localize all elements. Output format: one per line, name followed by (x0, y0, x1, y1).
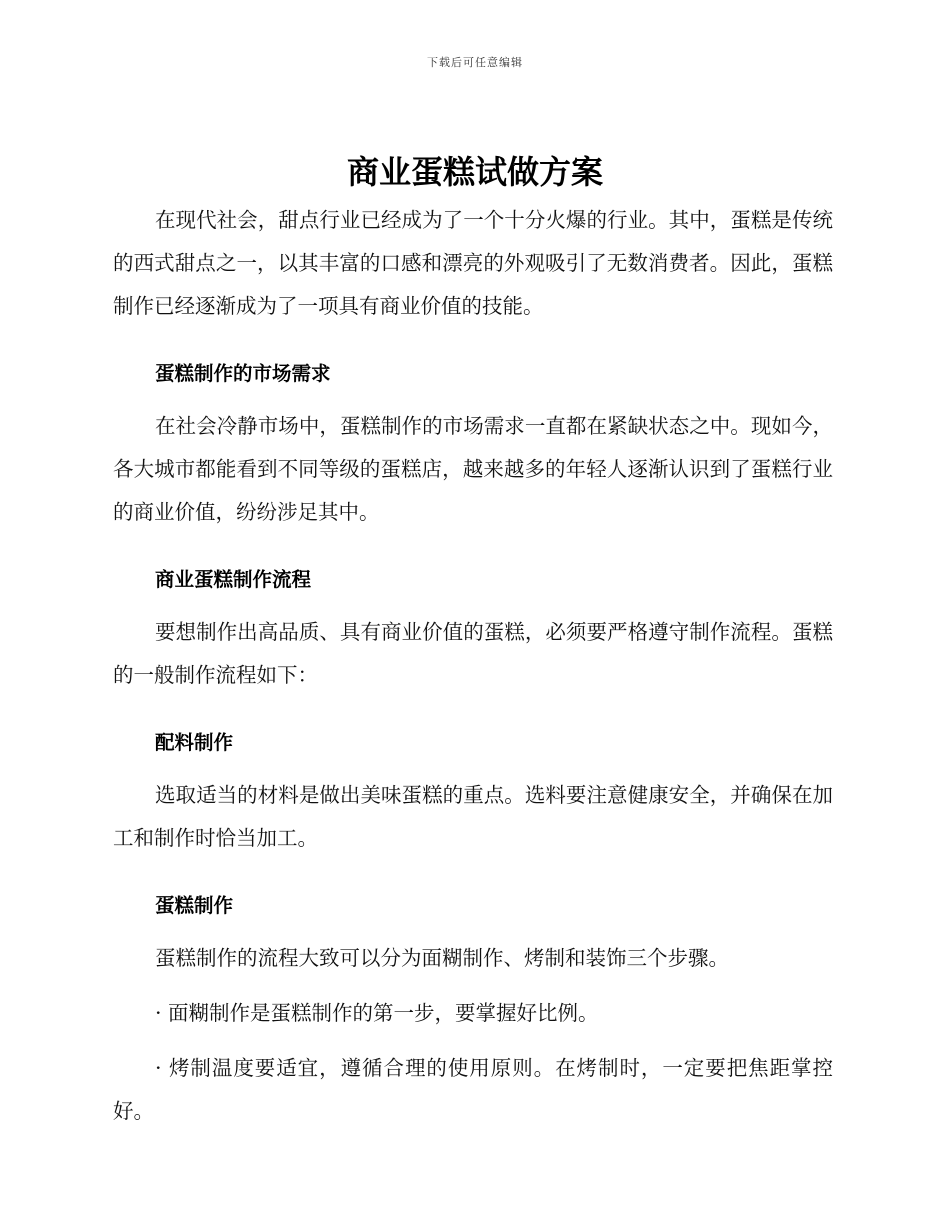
section-heading-cake-making: 蛋糕制作 (155, 894, 234, 917)
section-paragraph-ingredients: 选取适当的材料是做出美味蛋糕的重点。选料要注意健康安全，并确保在加工和制作时恰当加工。 (113, 783, 833, 850)
intro-paragraph: 在现代社会，甜点行业已经成为了一个十分火爆的行业。其中，蛋糕是传统的西式甜点之一，以其丰富的口感和漂亮的外观吸引了无数消费者。因此，蛋糕制作已经逐渐成为了一项具有商业价值的技能。 (113, 208, 833, 318)
document-title: 商业蛋糕试做方案 (346, 153, 603, 191)
page-header-note: 下载后可任意编辑 (427, 56, 523, 69)
section-paragraph-cake-making: 蛋糕制作的流程大致可以分为面糊制作、烤制和装饰三个步骤。 (155, 946, 729, 970)
document-body (113, 199, 833, 1133)
section-heading-process: 商业蛋糕制作流程 (155, 568, 312, 591)
section-heading-market-demand: 蛋糕制作的市场需求 (155, 362, 331, 385)
section-heading-ingredients: 配料制作 (155, 731, 234, 754)
section-paragraph-market-demand: 在社会冷静市场中，蛋糕制作的市场需求一直都在紧缺状态之中。现如今，各大城市都能看到不同等级的蛋糕店，越来越多的年轻人逐渐认识到了蛋糕行业的商业价值，纷纷涉足其中。 (113, 414, 833, 524)
bullet-item-batter: · 面糊制作是蛋糕制作的第一步，要掌握好比例。 (155, 1001, 599, 1025)
bullet-item-baking: · 烤制温度要适宜，遵循合理的使用原则。在烤制时，一定要把焦距掌控好。 (113, 1056, 833, 1123)
section-paragraph-process: 要想制作出高品质、具有商业价值的蛋糕，必须要严格遵守制作流程。蛋糕的一般制作流程如下： (113, 620, 833, 687)
